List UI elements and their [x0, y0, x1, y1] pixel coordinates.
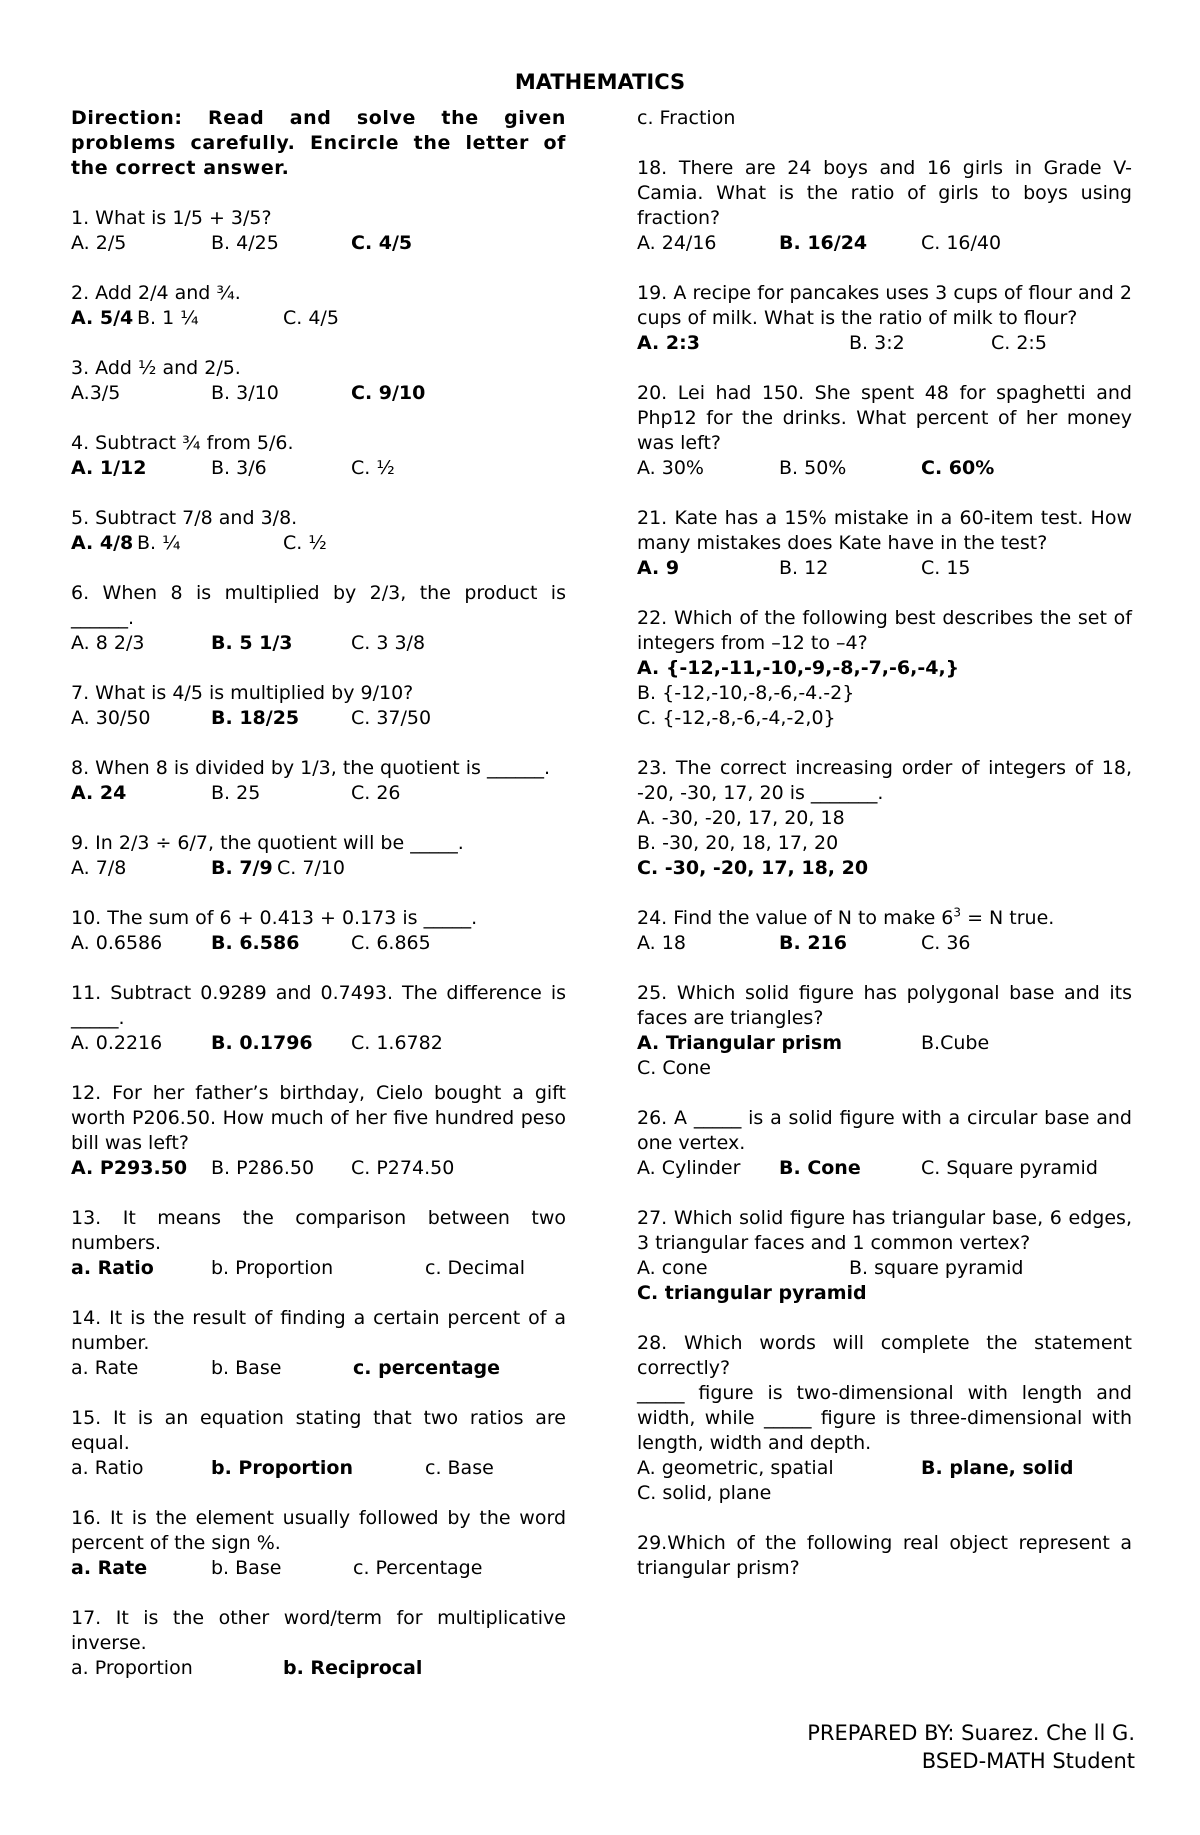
question-27 [637, 1206, 1132, 1306]
option-a[interactable]: A. 4/8 [71, 532, 134, 554]
direction-text: Direction: Read and solve the given problems carefully. Encircle the letter of the correct answer. [71, 107, 566, 179]
question-text: 7. What is 4/5 is multiplied by 9/10? [71, 682, 414, 704]
option-b[interactable]: B. 3:2 [849, 332, 905, 354]
option-a[interactable]: A.3/5 [71, 382, 121, 404]
option-b[interactable]: B. 3/10 [211, 382, 279, 404]
option-a[interactable]: A. 0.2216 [71, 1032, 163, 1054]
prepared-by-name: PREPARED BY: Suarez. Che ll G. [807, 1721, 1135, 1745]
option-c[interactable]: C. 16/40 [921, 232, 1002, 254]
option-c[interactable]: C. -30, -20, 17, 18, 20 [637, 857, 869, 879]
option-b[interactable]: b. Proportion [211, 1457, 353, 1479]
option-c[interactable]: C. 37/50 [351, 707, 432, 729]
option-b[interactable]: B. 50% [779, 457, 847, 479]
option-a[interactable]: A. 2/5 [71, 232, 127, 254]
option-b[interactable]: B. 1 ¼ [137, 307, 199, 329]
option-c[interactable]: C. triangular pyramid [637, 1282, 867, 1304]
question-text: 14. It is the result of finding a certain percent of a number. [71, 1307, 566, 1354]
question-text: 20. Lei had 150. She spent 48 for spaghetti and Php12 for the drinks. What percent of her money was left? [637, 382, 1132, 454]
option-b[interactable]: B. 4/25 [211, 232, 279, 254]
question-2 [71, 281, 566, 331]
option-b[interactable]: B. 0.1796 [211, 1032, 313, 1054]
question-text: 26. A _____ is a solid figure with a circular base and one vertex. [637, 1107, 1132, 1154]
option-a[interactable]: A. -30, -20, 17, 20, 18 [637, 807, 845, 829]
question-7 [71, 681, 566, 731]
option-b[interactable]: b. Base [211, 1357, 282, 1379]
option-c[interactable]: C. 9/10 [351, 382, 426, 404]
option-b[interactable]: B.Cube [921, 1032, 990, 1054]
option-a[interactable]: a. Rate [71, 1357, 139, 1379]
option-b[interactable]: B. plane, solid [921, 1457, 1074, 1479]
left-column [71, 106, 566, 1706]
question-5 [71, 506, 566, 556]
option-a[interactable]: A. 5/4 [71, 307, 134, 329]
option-b[interactable]: B. square pyramid [849, 1257, 1024, 1279]
question-text: 9. In 2/3 ÷ 6/7, the quotient will be _____. [71, 832, 464, 854]
question-text: 16. It is the element usually followed by the word percent of the sign %. [71, 1507, 566, 1554]
option-a[interactable]: a. Ratio [71, 1257, 154, 1279]
option-a[interactable]: A. 1/12 [71, 457, 147, 479]
option-c[interactable]: C. 3 3/8 [351, 632, 426, 654]
question-text: 6. When 8 is multiplied by 2/3, the product is ______. [71, 582, 566, 629]
question-text [637, 906, 1132, 931]
page-title: MATHEMATICS [514, 70, 686, 94]
question-21 [637, 506, 1132, 581]
question-22 [637, 606, 1132, 731]
question-text: 29.Which of the following real object represent a triangular prism? [637, 1532, 1132, 1579]
right-column [637, 106, 1132, 1606]
question-3 [71, 356, 566, 406]
question-text: 27. Which solid figure has triangular base, 6 edges, 3 triangular faces and 1 common vertex? [637, 1207, 1132, 1254]
option-b[interactable]: B. 25 [211, 782, 261, 804]
option-b[interactable]: B. 216 [779, 932, 847, 954]
option-b[interactable]: B. ¼ [137, 532, 181, 554]
prepared-by [807, 1719, 1135, 1775]
question-text: 11. Subtract 0.9289 and 0.7493. The difference is _____. [71, 982, 566, 1029]
option-a[interactable]: A. Cylinder [637, 1157, 741, 1179]
option-c[interactable]: C. 4/5 [351, 232, 413, 254]
question-text-main: 24. Find the value of N to make 6 [637, 907, 954, 929]
option-a[interactable]: A. Triangular prism [637, 1032, 843, 1054]
question-1 [71, 206, 566, 256]
question-text: 21. Kate has a 15% mistake in a 60-item test. How many mistakes does Kate have in the test? [637, 507, 1132, 554]
question-text: 13. It means the comparison between two numbers. [71, 1207, 566, 1254]
option-a[interactable]: A. 7/8 [71, 857, 127, 879]
question-text: 12. For her father’s birthday, Cielo bought a gift worth P206.50. How much of her five hundred peso bill was left? [71, 1082, 566, 1154]
question-26 [637, 1106, 1132, 1181]
option-b[interactable]: B. 5 1/3 [211, 632, 293, 654]
question-8 [71, 756, 566, 806]
question-23 [637, 756, 1132, 881]
option-a[interactable]: A. 8 2/3 [71, 632, 145, 654]
option-b[interactable]: B. 16/24 [779, 232, 868, 254]
question-text: 5. Subtract 7/8 and 3/8. [71, 507, 298, 529]
option-b[interactable]: b. Base [211, 1557, 282, 1579]
question-text: 23. The correct increasing order of integers of 18, -20, -30, 17, 20 is _______. [637, 757, 1132, 804]
question-text: 28. Which words will complete the statement correctly? [637, 1332, 1132, 1379]
option-c[interactable]: C. 36 [921, 932, 971, 954]
option-c[interactable]: C. 6.865 [351, 932, 431, 954]
question-text: 22. Which of the following best describes the set of integers from –12 to –4? [637, 607, 1132, 654]
option-a[interactable]: A. geometric, spatial [637, 1457, 834, 1479]
option-b[interactable]: b. Proportion [211, 1257, 334, 1279]
option-b[interactable]: B. {-12,-10,-8,-6,-4.-2} [637, 682, 855, 704]
option-c[interactable]: C. 60% [921, 457, 995, 479]
question-15 [71, 1406, 566, 1481]
question-text: 17. It is the other word/term for multiplicative inverse. [71, 1607, 566, 1654]
question-29 [637, 1531, 1132, 1581]
question-text: 25. Which solid figure has polygonal base and its faces are triangles? [637, 982, 1132, 1029]
question-text: 18. There are 24 boys and 16 girls in Grade V-Camia. What is the ratio of girls to boys using fraction? [637, 157, 1132, 229]
option-c[interactable]: C. solid, plane [637, 1482, 772, 1504]
option-c[interactable]: c. Base [425, 1457, 494, 1479]
option-b[interactable]: B. 3/6 [211, 457, 267, 479]
question-17 [71, 1606, 566, 1681]
question-text: 15. It is an equation stating that two ratios are equal. [71, 1407, 566, 1454]
question-12 [71, 1081, 566, 1181]
option-b[interactable]: B. 7/9 [211, 857, 273, 879]
option-a[interactable]: A. 18 [637, 932, 686, 954]
option-b[interactable]: B. P286.50 [211, 1157, 315, 1179]
question-text: 3. Add ½ and 2/5. [71, 357, 241, 379]
option-a[interactable]: A. {-12,-11,-10,-9,-8,-7,-6,-4,} [637, 657, 960, 679]
option-c[interactable]: C. ½ [283, 532, 327, 554]
option-a[interactable]: A. 9 [637, 557, 680, 579]
option-c[interactable]: C. P274.50 [351, 1157, 455, 1179]
option-c[interactable]: C. Square pyramid [921, 1157, 1098, 1179]
question-text: 19. A recipe for pancakes uses 3 cups of flour and 2 cups of milk. What is the ratio of milk to flour? [637, 282, 1132, 329]
question-6 [71, 581, 566, 656]
option-c[interactable]: c. Fraction [637, 107, 736, 129]
option-b[interactable]: B. -30, 20, 18, 17, 20 [637, 832, 839, 854]
question-4 [71, 431, 566, 481]
prepared-by-role: BSED-MATH Student [921, 1749, 1135, 1773]
option-a[interactable]: A. cone [637, 1257, 708, 1279]
option-a[interactable]: a. Ratio [71, 1457, 144, 1479]
option-b[interactable]: B. 6.586 [211, 932, 300, 954]
option-a[interactable]: a. Proportion [71, 1657, 193, 1679]
option-b[interactable]: B. 18/25 [211, 707, 300, 729]
option-c[interactable]: C. 26 [351, 782, 401, 804]
option-a[interactable]: A. 24 [71, 782, 127, 804]
question-statement: _____ figure is two-dimensional with length and width, while _____ figure is three-dimensional with length, width and depth. [637, 1382, 1132, 1454]
question-19 [637, 281, 1132, 356]
question-17-continued [637, 106, 1132, 131]
question-24 [637, 906, 1132, 956]
option-c[interactable]: C. 2:5 [991, 332, 1047, 354]
option-c[interactable]: C. 1.6782 [351, 1032, 443, 1054]
option-c[interactable]: C. Cone [637, 1057, 711, 1079]
question-11 [71, 981, 566, 1056]
question-20 [637, 381, 1132, 481]
question-text: 8. When 8 is divided by 1/3, the quotient is ______. [71, 757, 550, 779]
option-c[interactable]: C. ½ [351, 457, 395, 479]
option-c[interactable]: c. percentage [353, 1357, 501, 1379]
question-13 [71, 1206, 566, 1281]
exponent: 3 [953, 905, 962, 920]
option-a[interactable]: A. 24/16 [637, 232, 717, 254]
question-text: 10. The sum of 6 + 0.413 + 0.173 is _____. [71, 907, 478, 929]
question-28 [637, 1331, 1132, 1506]
option-b[interactable]: B. 12 [779, 557, 829, 579]
question-text: 2. Add 2/4 and ¾. [71, 282, 241, 304]
option-c[interactable]: C. 4/5 [283, 307, 339, 329]
option-c[interactable]: c. Percentage [353, 1557, 483, 1579]
question-14 [71, 1306, 566, 1381]
option-b[interactable]: B. Cone [779, 1157, 861, 1179]
option-a[interactable]: A. 30/50 [71, 707, 151, 729]
question-text: 1. What is 1/5 + 3/5? [71, 207, 272, 229]
question-10 [71, 906, 566, 956]
option-c[interactable]: c. Decimal [425, 1257, 526, 1279]
question-18 [637, 156, 1132, 256]
option-a[interactable]: A. 2:3 [637, 332, 700, 354]
option-a[interactable]: A. 0.6586 [71, 932, 163, 954]
option-c[interactable]: C. 15 [921, 557, 971, 579]
option-a[interactable]: a. Rate [71, 1557, 148, 1579]
question-16 [71, 1506, 566, 1581]
question-text-end: = N true. [961, 907, 1055, 929]
option-c[interactable]: C. 7/10 [277, 857, 346, 879]
question-9 [71, 831, 566, 881]
question-25 [637, 981, 1132, 1081]
option-a[interactable]: A. P293.50 [71, 1157, 188, 1179]
option-c[interactable]: C. {-12,-8,-6,-4,-2,0} [637, 707, 836, 729]
question-text: 4. Subtract ¾ from 5/6. [71, 432, 294, 454]
option-b[interactable]: b. Reciprocal [283, 1657, 423, 1679]
option-a[interactable]: A. 30% [637, 457, 704, 479]
